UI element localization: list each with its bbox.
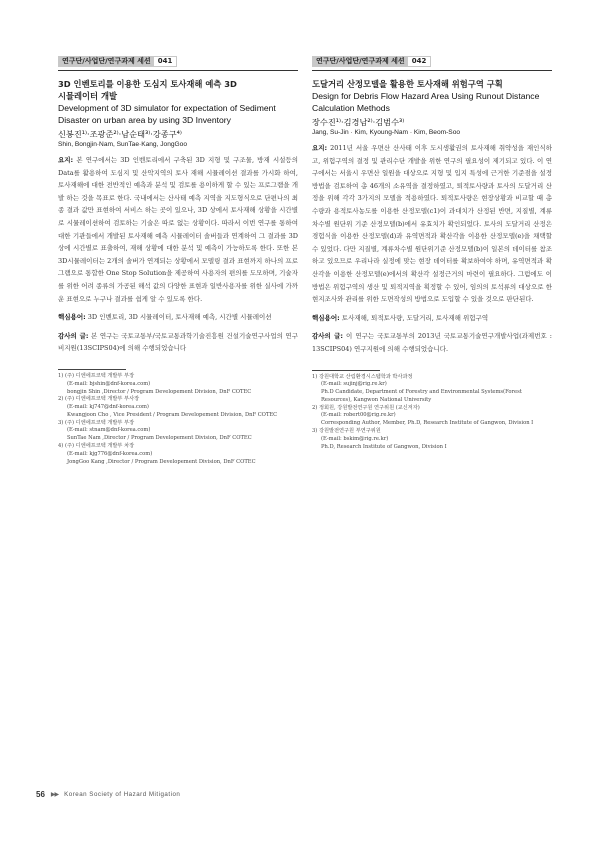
abstract xyxy=(58,154,298,305)
keywords-text: 3D 인벤토리, 3D 시뮬레이터, 토사재해 예측, 시간별 시뮬레이션 xyxy=(87,313,272,322)
footnote-2-email: (E-mail: kj747@dnf-korea.com) xyxy=(67,404,149,411)
abstract-label: 요지: xyxy=(58,156,74,164)
authors-en: Shin, Bongjin·Nam, SunTae·Kang, JongGoo xyxy=(58,141,188,148)
title-en-line-2: Disaster on urban area by using 3D Inventory xyxy=(58,115,231,125)
session-category: 연구단/사업단/연구과제 세션 xyxy=(58,56,154,67)
page-footer xyxy=(36,790,180,799)
session-tag xyxy=(312,56,552,67)
session-category: 연구단/사업단/연구과제 세션 xyxy=(312,56,408,67)
footnote-3: 3) 강원발전연구원 부연구위원 xyxy=(312,428,381,435)
footnote-3-affiliation: Ph.D, Research Institute of Gangwon, Division I xyxy=(321,443,447,450)
title-ko-line-1: 도달거리 산정모델을 활용한 토사재해 위험구역 구획 xyxy=(312,79,503,89)
footnote-3-email: (E-mail: stnam@dnf-korea.com) xyxy=(67,427,151,434)
article-042 xyxy=(312,56,552,451)
footnote-1-affiliation: Ph.D Candidate, Department of Forestry and Environmental Systems(Forest Resources), Kangwon National University xyxy=(321,389,522,403)
footnote-1-affiliation: bongjin Shin ,Director / Program Developement Division, DnF COTEC xyxy=(67,388,252,395)
abstract-text: 2011년 서울 우면산 산사태 이후 도시생활권의 토사재해 취약성을 재인식하고, 위험구역의 결정 및 관리수단 개발을 위한 연구의 필요성이 제기되고 있다. 이 연구에서는 서울시 우면산 일원을 대상으로 지형 및 입지 특성에 근거한 기준점을 설정 방법을 검토하여 총 46개의 소유역을 결정하였고, 퇴적토사량과 토사의 도달거리 산정을 위해 각각 3가지의 모델을 적용하였다. 퇴적토사량은 현장상황과 비교할 때 총수량과 용적토사농도를 이용한 산정모델(c1)이 과대치가 산정된 반면, 지질별, 계류 차수별 원단위 기준 산정모델(b)에서 유효치가 확인되었다. 토사의 도달거리 산정은 경험식을 이용한 산정모델(d)과 유역면적과 확산각을 이용한 산정모델(e)을 채택할 수 있었다. 다만 지질별, 계류차수별 원단위기준 산정모델(b)이 일본의 데이터를 참조하고 있으므로 우리나라 실정에 맞는 현장 데이터를 확보하여야 하며, 유역면적과 확산각을 이용한 산정모델(e)에서의 확산각 설정근거의 마련이 필요하다. 그럼에도 이 방법은 위험구역의 생산 및 퇴적지역을 획정할 수 있어, 임의의 토석류의 대상으로 한 현지조사와 관리를 위한 도면작성의 방법으로 도입할 수 있을 것으로 판단된다. xyxy=(312,144,552,304)
article-041 xyxy=(58,56,298,466)
title-ko-line-1: 3D 인벤토리를 이용한 도심지 토사재해 예측 3D xyxy=(58,79,237,89)
keywords-label: 핵심용어: xyxy=(312,313,340,322)
title-en-line-1: Design for Debris Flow Hazard Area Using Runout Distance xyxy=(312,91,540,101)
ack-label: 감사의 글: xyxy=(312,332,343,341)
keywords-label: 핵심용어: xyxy=(58,313,86,322)
footnotes xyxy=(312,374,552,452)
header-rule xyxy=(312,70,552,71)
title-en-line-1: Development of 3D simulator for expectation of Sediment xyxy=(58,103,276,113)
footnote-4: 4) (주) 디엔에프코텍 개발부 차장 xyxy=(58,443,135,450)
page-number: 56 xyxy=(36,790,45,799)
footnote-2: 2) 정회원, 강원발전연구원 연구위원 (교신저자) xyxy=(312,404,420,411)
ack-text: 이 연구는 국토교통부의 2013년 국토교통기술연구개발사업(과제번호 : 13SCIPS04) 연구지원에 의해 수행되었습니다. xyxy=(312,332,552,353)
keywords xyxy=(312,312,552,325)
session-number: 041 xyxy=(154,56,178,67)
footnote-3: 3) (주) 디엔에프코텍 개발부 부장 xyxy=(58,419,135,426)
abstract-label: 요지: xyxy=(312,144,328,152)
footnote-2: 2) (주) 디엔에프코텍 개발부 부사장 xyxy=(58,396,140,403)
footnote-2-email: (E-mail: robert00@rig.re.kr) xyxy=(321,412,396,419)
footnote-1: 1) (주) 디엔에프코텍 개발부 부장 xyxy=(58,372,135,379)
footnote-1: 1) 강원대학교 산림환경시스템학과 박사과정 xyxy=(312,373,413,380)
footnotes xyxy=(58,373,298,467)
authors-ko: 신봉진¹⁾·조광준²⁾·남순태³⁾·강종구⁴⁾ xyxy=(58,129,182,139)
footnote-3-affiliation: SunTae Nam ,Director / Program Developement Division, DnF COTEC xyxy=(67,435,252,442)
ack-text: 본 연구는 국토교통부/국토교통과학기술진흥원 건설기술연구사업의 연구비지원(13SCIPS04)에 의해 수행되었습니다 xyxy=(58,331,298,353)
footnote-2-affiliation: Kwangjoon Cho , Vice President / Program Developement Division, DnF COTEC xyxy=(67,411,278,418)
footnote-2-affiliation: Corresponding Author, Member, Ph.D, Research Institute of Gangwon, Division I xyxy=(321,420,534,427)
footnote-rule xyxy=(312,370,380,371)
session-tag xyxy=(58,56,298,67)
authors-ko: 장수진¹⁾·김경남²⁾·김범수³⁾ xyxy=(312,117,405,127)
footnote-4-email: (E-mail: kjg776@dnf-korea.com) xyxy=(67,450,153,457)
ack-label: 감사의 글: xyxy=(58,331,89,340)
acknowledgement xyxy=(58,330,298,355)
footnote-4-affiliation: JongGoo Kang ,Director / Program Developement Division, DnF COTEC xyxy=(67,458,256,465)
footnote-rule xyxy=(58,369,126,370)
society-name: Korean Society of Hazard Mitigation xyxy=(64,791,181,798)
authors-en: Jang, Su-Jin · Kim, Kyoung-Nam · Kim, Beom-Soo xyxy=(312,129,461,136)
keywords-text: 토사재해, 퇴적토사량, 도달거리, 토사재해 위험구역 xyxy=(341,313,489,322)
footnote-1-email: (E-mail: sujinj@rig.re.kr) xyxy=(321,381,387,388)
header-rule xyxy=(58,70,298,71)
footnote-1-email: (E-mail: bjshin@dnf-korea.com) xyxy=(67,380,151,387)
keywords xyxy=(58,311,298,324)
footnote-3-email: (E-mail: bskim@rig.re.kr) xyxy=(321,435,389,442)
double-arrow-icon: ▶▶ xyxy=(50,791,59,798)
session-number: 042 xyxy=(408,56,432,67)
abstract-text: 본 연구에서는 3D 인벤토리에서 구축된 3D 지형 및 구조물, 방재 시설등의 Data를 활용하여 도심지 및 산악지역의 토사 재해 시뮬레이션 결과를 가시화 하여, 토사재해에 대한 전반적인 예측과 분석 및 검토를 용이하게 할 수 있는 프로그램을 개발 하는 것을 목표로 한다. 국내에서는 산사태 예측 지역을 지도형식으로 단편나의 최종 결과 값만 표현하여 서비스 하는 곳이 있으나, 3D 상에서 토사재해 상황을 시간별로 시뮬레이션하여 검토하는 기술은 따로 없는 상황이다. 따라서 이번 연구를 통하여 대한 기관들에서 개발된 토사재해 예측 시뮬레이터 솔버들과 연계하여 그 결과를 3D상에 시간별로 표출하여, 재해 상황에 대한 분석 및 예측이 가능하도록 한다. 또한 본 3D시뮬레이터는 2개의 솔버가 연계되는 상황에서 모델링 결과 표현까지 하나의 프로그램으로 통합한 One Stop Solution을 제공하여 사용자의 편의를 도모하며, 기술자를 위한 어려 종류의 가공된 해석 값의 다양한 표현과 일반사용자를 위한 실사에 가까운 표현으로 누구나 결과를 쉽게 알 수 있도록 한다. xyxy=(58,156,298,303)
abstract xyxy=(312,142,552,306)
title-ko-line-2: 시뮬레이터 개발 xyxy=(58,91,117,101)
acknowledgement xyxy=(312,330,552,355)
title-en-line-2: Calculation Methods xyxy=(312,103,390,113)
